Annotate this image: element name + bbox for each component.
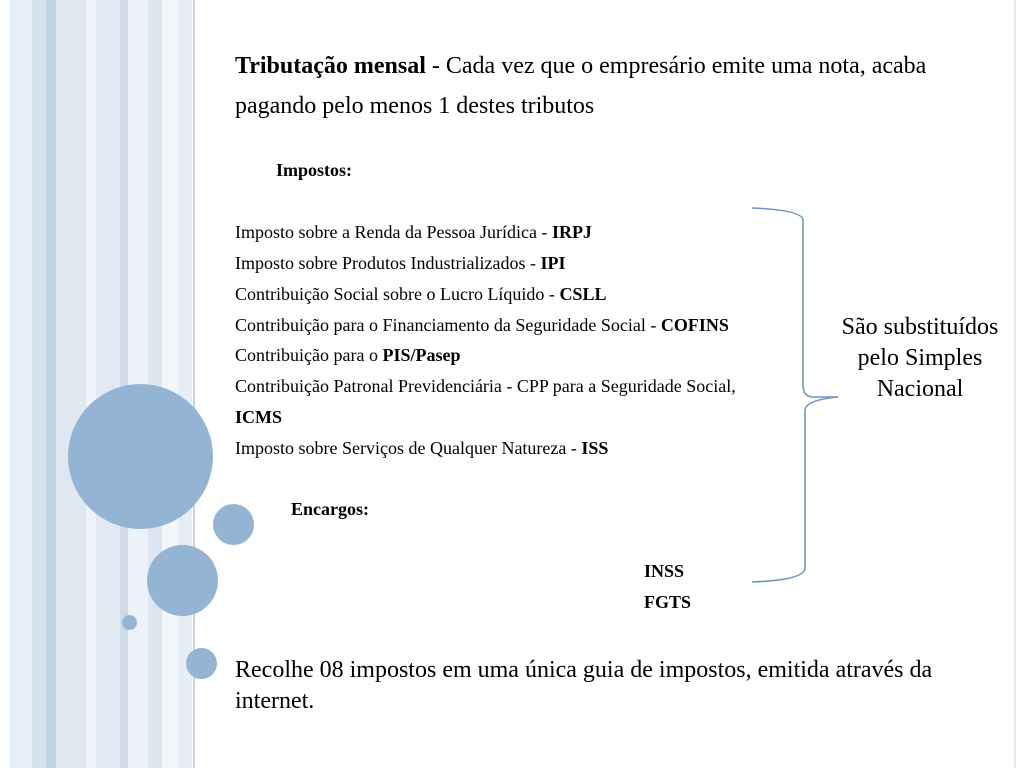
encargo-item: FGTS	[644, 592, 692, 612]
brace-note: São substituídos pelo Simples Nacional	[841, 314, 999, 402]
tax-item: Contribuição Patronal Previdenciária - CPP para a Seguridade Social,	[235, 376, 736, 396]
heading-text: - Cada vez que o empresário emite uma nota, acaba pagando pelo menos 1 destes tributos	[235, 53, 927, 119]
tax-item: Imposto sobre a Renda da Pessoa Jurídica - IRPJ	[235, 222, 592, 242]
tax-item: ICMS	[235, 407, 283, 427]
tax-item: Contribuição para o Financiamento da Seguridade Social - COFINS	[235, 315, 729, 335]
heading-bold: Tributação mensal	[235, 53, 426, 79]
tax-item: Contribuição Social sobre o Lucro Líquido - CSLL	[235, 284, 607, 304]
tax-item: Imposto sobre Serviços de Qualquer Natureza - ISS	[235, 438, 609, 458]
impostos-label: Impostos:	[276, 160, 353, 180]
tax-item: Contribuição para o PIS/Pasep	[235, 345, 461, 365]
encargo-item: INSS	[644, 561, 685, 581]
encargos-label: Encargos:	[291, 499, 369, 519]
tax-item: Imposto sobre Produtos Industrializados - IPI	[235, 253, 566, 273]
footer-text: Recolhe 08 impostos em uma única guia de impostos, emitida através da internet.	[235, 657, 933, 714]
